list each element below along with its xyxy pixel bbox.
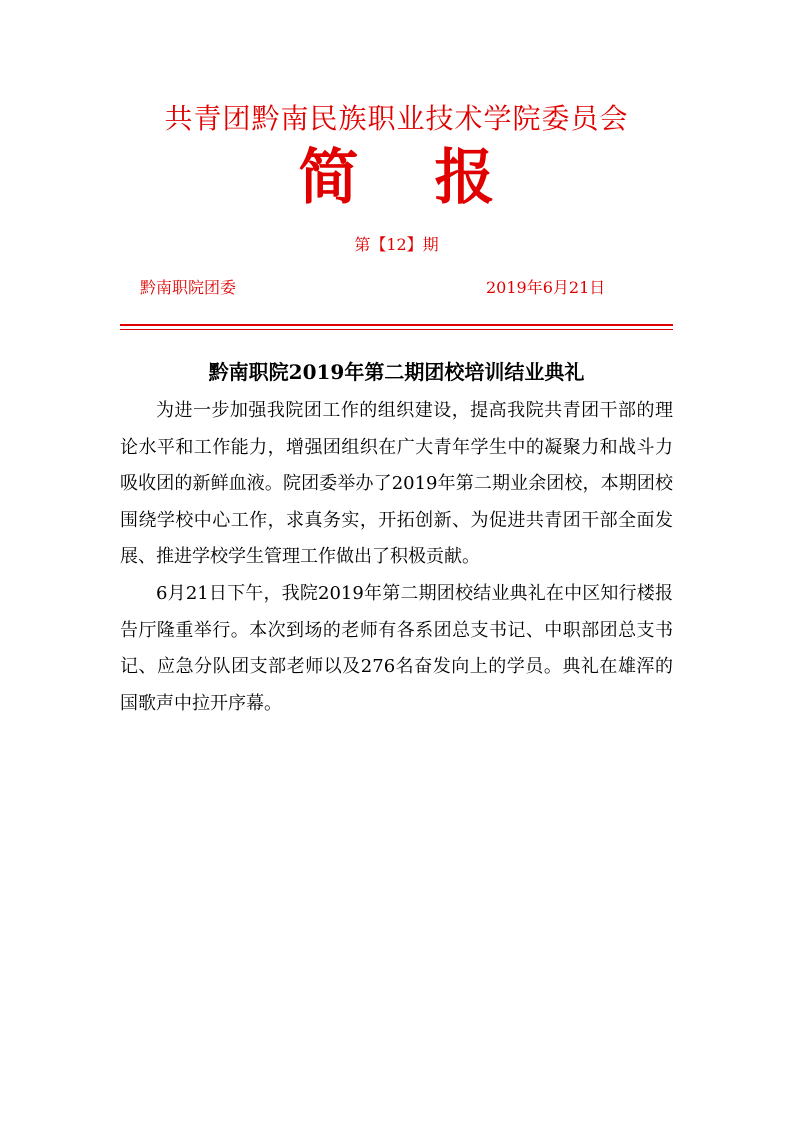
article-body	[120, 393, 673, 722]
issuer: 黔南职院团委	[140, 278, 237, 297]
bulletin-title: 简报	[298, 143, 571, 213]
issue-date: 2019年6月21日	[486, 278, 606, 297]
issue-number: 第【12】期	[354, 235, 439, 254]
article-paragraph: 为进一步加强我院团工作的组织建设，提高我院共青团干部的理论水平和工作能力，增强团组织在广大青年学生中的凝聚力和战斗力吸收团的新鲜血液。院团委举办了2019年第二期业余团校，本期团校围绕学校中心工作，求真务实，开拓创新、为促进共青团干部全面发展、推进学校学生管理工作做出了积极贡献。	[120, 400, 673, 568]
header-divider-thin	[120, 329, 673, 330]
article-title: 黔南职院2019年第二期团校培训结业典礼	[208, 360, 585, 384]
article-paragraph: 6月21日下午，我院2019年第二期团校结业典礼在中区知行楼报告厅隆重举行。本次到场的老师有各系团总支书记、中职部团总支书记、应急分队团支部老师以及276名奋发向上的学员。典礼在雄浑的国歌声中拉开序幕。	[120, 582, 673, 714]
organization-name: 共青团黔南民族职业技术学院委员会	[164, 102, 629, 135]
header-divider-thick	[120, 324, 673, 326]
